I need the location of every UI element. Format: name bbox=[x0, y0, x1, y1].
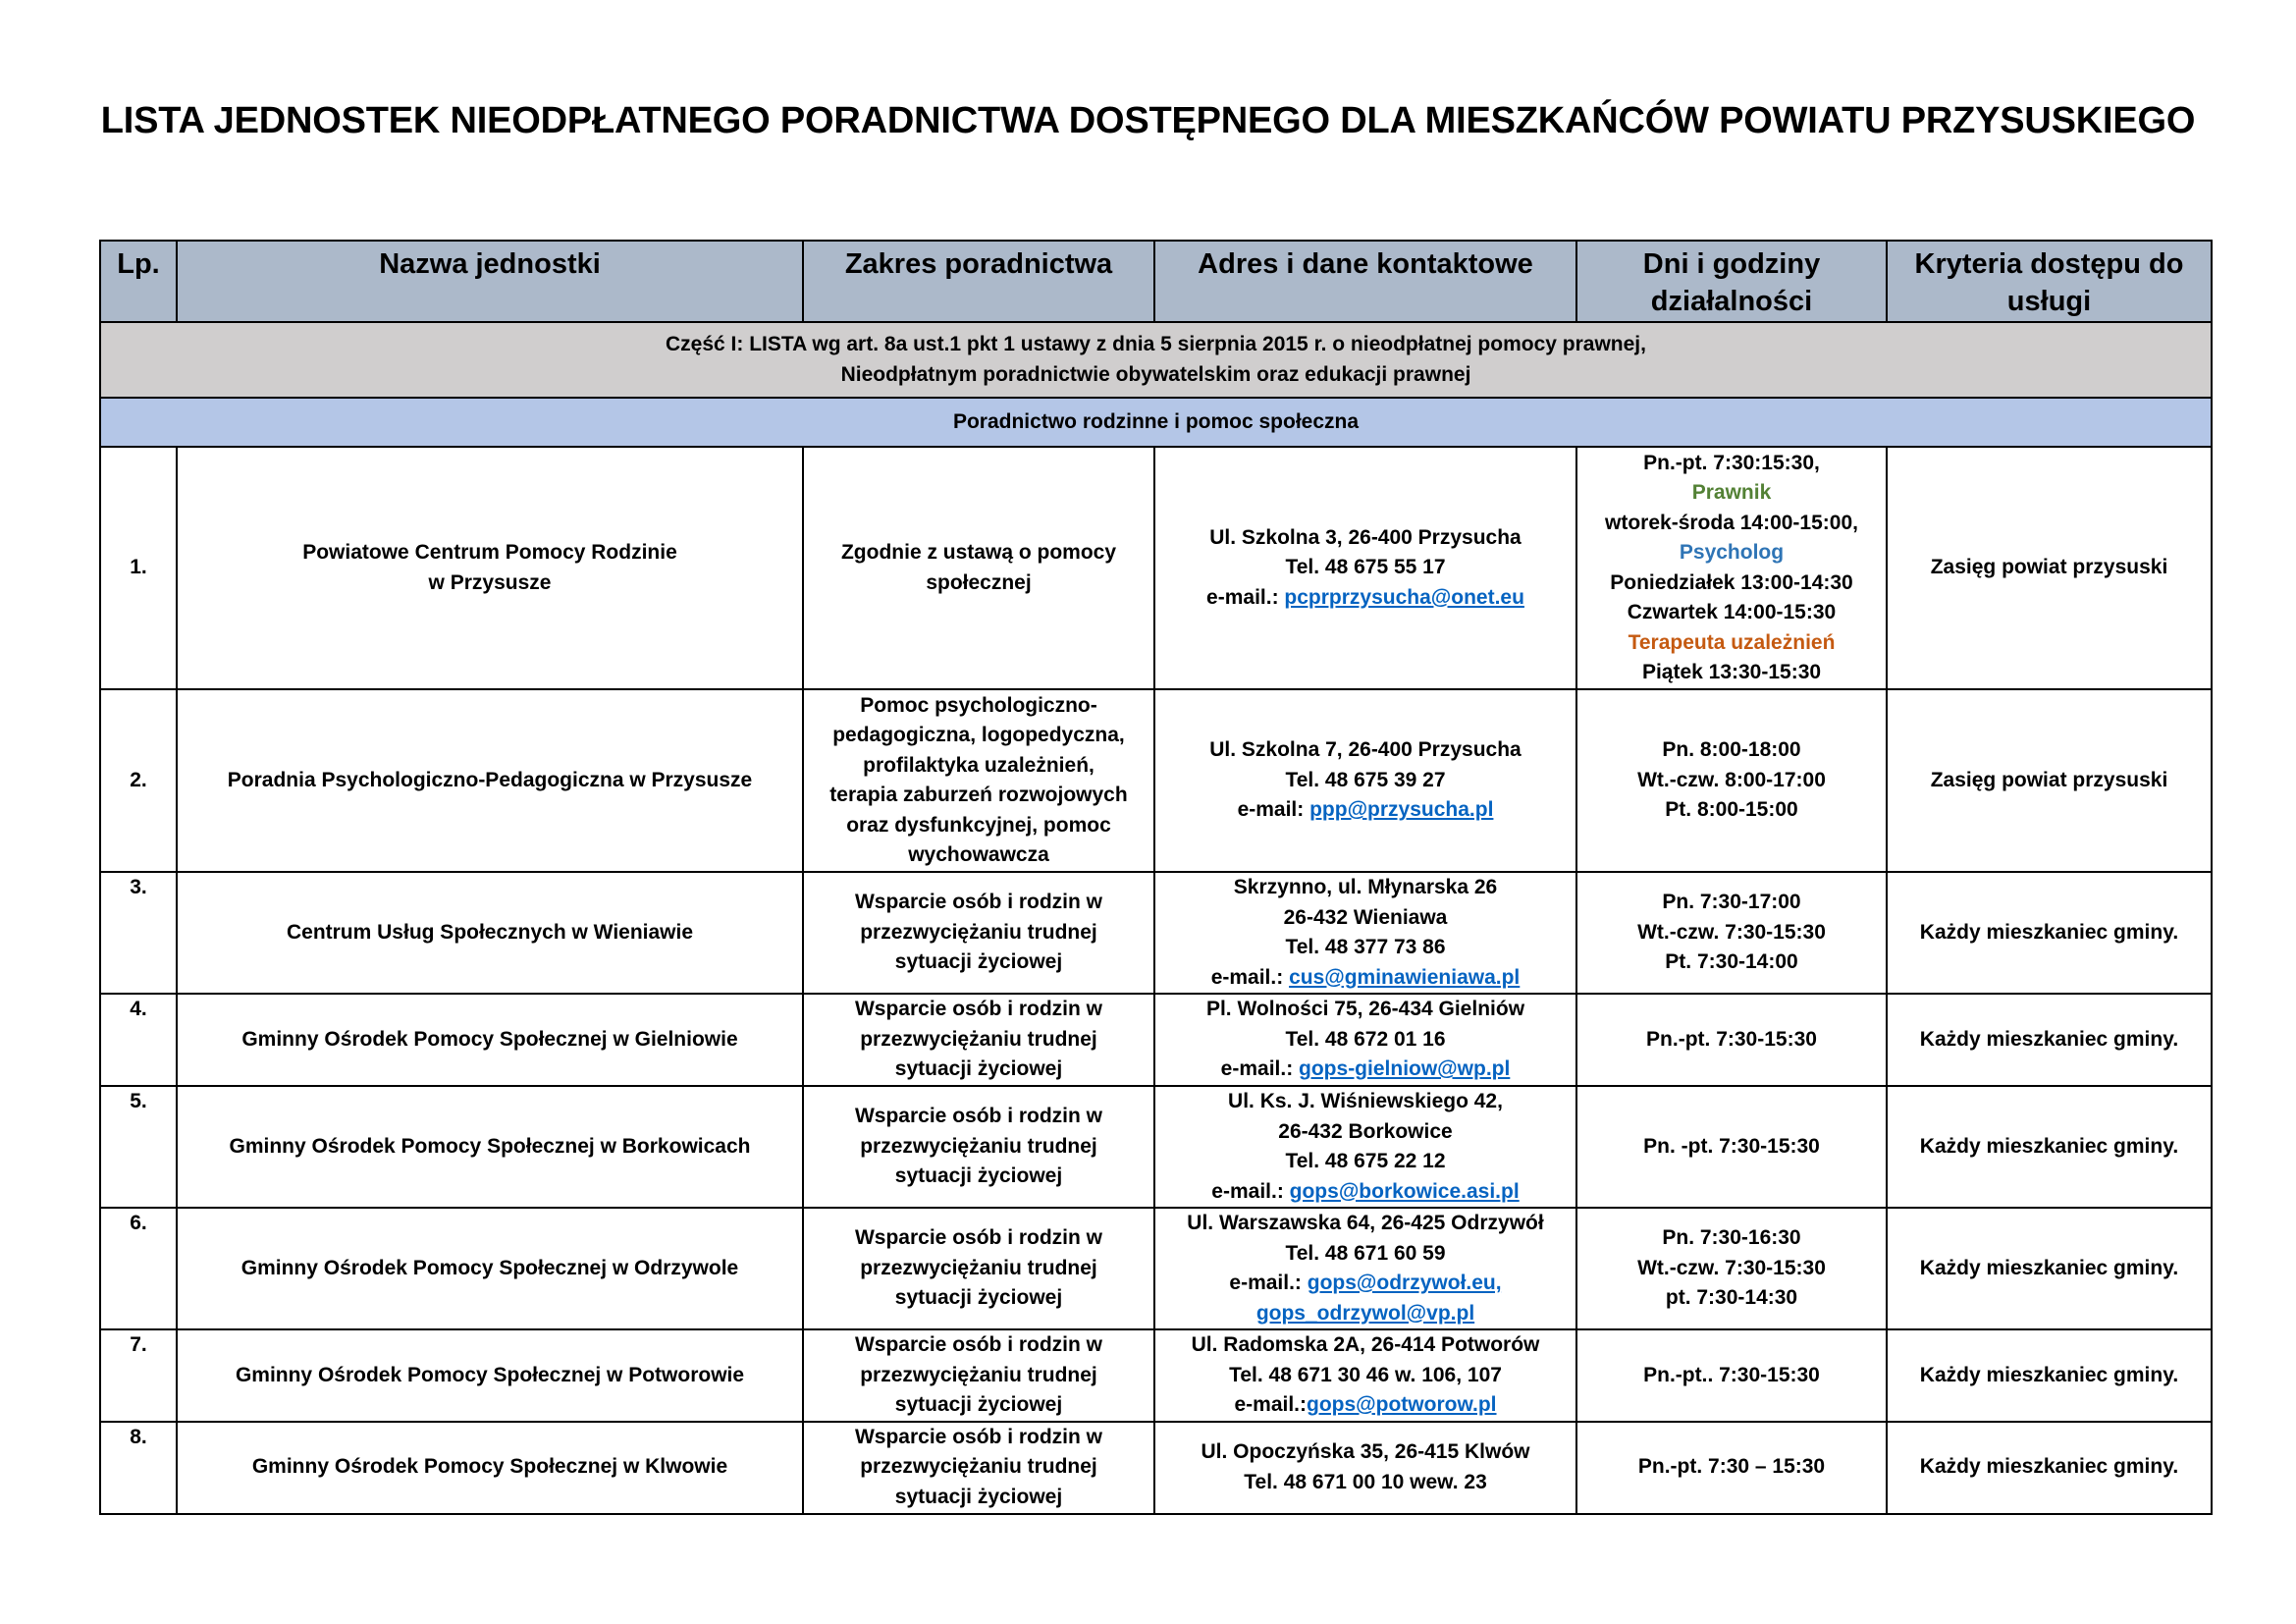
advice-scope-line: pedagogiczna, logopedyczna, bbox=[832, 724, 1125, 746]
address-line: 26-432 Wieniawa bbox=[1283, 905, 1448, 929]
hours-line: wtorek-środa 14:00-15:00, bbox=[1605, 511, 1858, 534]
hours-line: pt. 7:30-14:30 bbox=[1665, 1286, 1798, 1310]
table-row bbox=[100, 1422, 2212, 1514]
unit-name-line: Centrum Usług Społecznych w Wieniawie bbox=[286, 920, 694, 944]
header-criteria bbox=[1887, 241, 2212, 322]
access-criteria: Każdy mieszkaniec gminy. bbox=[1887, 872, 2212, 994]
header-address: Adres i dane kontaktowe bbox=[1154, 241, 1576, 322]
advice-scope-line: sytuacji życiowej bbox=[894, 1164, 1063, 1188]
access-criteria: Każdy mieszkaniec gminy. bbox=[1887, 994, 2212, 1086]
advice-scope-line: Wsparcie osób i rodzin w bbox=[854, 1333, 1103, 1356]
email-line bbox=[1161, 583, 1570, 614]
table-row bbox=[100, 1208, 2212, 1329]
hours-line: Wt.-czw. 8:00-17:00 bbox=[1637, 768, 1826, 791]
unit-name-line: Gminny Ośrodek Pomocy Społecznej w Odrzywole bbox=[240, 1256, 739, 1279]
address-line: Tel. 48 671 30 46 w. 106, 107 bbox=[1229, 1363, 1502, 1386]
email-line bbox=[1161, 1299, 1570, 1329]
email-link[interactable]: ppp@przysucha.pl bbox=[1309, 798, 1494, 822]
advice-scope bbox=[803, 1329, 1154, 1422]
email-line bbox=[1161, 795, 1570, 826]
table-row bbox=[100, 1329, 2212, 1422]
email-label: e-mail: bbox=[1237, 798, 1310, 822]
row-number: 7. bbox=[100, 1329, 177, 1422]
opening-hours bbox=[1576, 1208, 1887, 1329]
email-label: e-mail.: bbox=[1206, 585, 1285, 609]
advice-scope bbox=[803, 872, 1154, 994]
row-number: 1. bbox=[100, 447, 177, 689]
unit-name bbox=[177, 689, 803, 872]
access-criteria: Każdy mieszkaniec gminy. bbox=[1887, 1208, 2212, 1329]
hours-line: Pt. 7:30-14:00 bbox=[1665, 950, 1798, 974]
advice-scope-line: przezwyciężaniu trudnej bbox=[860, 1027, 1097, 1051]
opening-hours bbox=[1576, 872, 1887, 994]
contact-details bbox=[1154, 447, 1576, 689]
access-criteria: Każdy mieszkaniec gminy. bbox=[1887, 1329, 2212, 1422]
hours-line: Pn. 7:30-17:00 bbox=[1662, 891, 1801, 914]
unit-name-line: Gminny Ośrodek Pomocy Społecznej w Potworowie bbox=[235, 1363, 745, 1386]
header-hours-line2: działalności bbox=[1650, 286, 1813, 317]
advice-scope-line: Wsparcie osób i rodzin w bbox=[854, 1425, 1103, 1448]
hours-line: Psycholog bbox=[1679, 541, 1785, 564]
opening-hours bbox=[1576, 1329, 1887, 1422]
units-table bbox=[99, 240, 2213, 1515]
advice-scope-line: terapia zaburzeń rozwojowych bbox=[829, 784, 1128, 806]
hours-line: Pn. 8:00-18:00 bbox=[1662, 738, 1801, 762]
email-link[interactable]: gops@borkowice.asi.pl bbox=[1289, 1179, 1520, 1203]
row-number: 4. bbox=[100, 994, 177, 1086]
access-criteria: Zasięg powiat przysuski bbox=[1887, 447, 2212, 689]
email-line bbox=[1161, 1177, 1570, 1208]
section-heading: Poradnictwo rodzinne i pomoc społeczna bbox=[100, 398, 2212, 447]
hours-line: Terapeuta uzależnień bbox=[1628, 630, 1836, 654]
advice-scope-line: Wsparcie osób i rodzin w bbox=[854, 998, 1103, 1021]
email-link[interactable]: pcprprzysucha@onet.eu bbox=[1284, 585, 1524, 609]
contact-details bbox=[1154, 689, 1576, 872]
advice-scope-line: wychowawcza bbox=[908, 843, 1049, 866]
row-number: 3. bbox=[100, 872, 177, 994]
part-heading bbox=[100, 322, 2212, 398]
opening-hours bbox=[1576, 994, 1887, 1086]
advice-scope-line: sytuacji życiowej bbox=[894, 950, 1063, 974]
advice-scope-line: sytuacji życiowej bbox=[894, 1057, 1063, 1081]
page-title: LISTA JEDNOSTEK NIEODPŁATNEGO PORADNICTWA DOSTĘPNEGO DLA MIESZKAŃCÓW POWIATU PRZYSUSKIEGO bbox=[100, 100, 2196, 141]
hours-line: Wt.-czw. 7:30-15:30 bbox=[1637, 1256, 1826, 1279]
opening-hours bbox=[1576, 1086, 1887, 1208]
hours-line: Pn.-pt. 7:30 – 15:30 bbox=[1637, 1455, 1826, 1479]
email-line bbox=[1161, 1269, 1570, 1299]
advice-scope bbox=[803, 689, 1154, 872]
table-row bbox=[100, 994, 2212, 1086]
address-line: Skrzynno, ul. Młynarska 26 bbox=[1233, 876, 1498, 898]
advice-scope bbox=[803, 994, 1154, 1086]
email-link[interactable]: cus@gminawieniawa.pl bbox=[1289, 965, 1521, 989]
advice-scope-line: Wsparcie osób i rodzin w bbox=[854, 891, 1103, 914]
advice-scope-line: sytuacji życiowej bbox=[894, 1393, 1063, 1416]
header-name: Nazwa jednostki bbox=[177, 241, 803, 322]
address-line: Ul. Radomska 2A, 26-414 Potworów bbox=[1191, 1333, 1540, 1356]
unit-name-line: Gminny Ośrodek Pomocy Społecznej w Klwowie bbox=[251, 1455, 728, 1479]
advice-scope-line: przezwyciężaniu trudnej bbox=[860, 1363, 1097, 1386]
unit-name-line: w Przysusze bbox=[428, 570, 552, 594]
address-line: Tel. 48 675 39 27 bbox=[1285, 768, 1446, 791]
advice-scope-line: Pomoc psychologiczno- bbox=[860, 693, 1097, 717]
unit-name bbox=[177, 1422, 803, 1514]
advice-scope-line: oraz dysfunkcyjnej, pomoc bbox=[846, 813, 1111, 837]
hours-line: Pn.-pt. 7:30-15:30 bbox=[1646, 1027, 1817, 1051]
part-row bbox=[100, 322, 2212, 398]
hours-line: Pn.-pt.. 7:30-15:30 bbox=[1643, 1363, 1820, 1386]
unit-name bbox=[177, 872, 803, 994]
email-label: e-mail.: bbox=[1210, 965, 1290, 989]
address-line: Tel. 48 671 60 59 bbox=[1285, 1241, 1446, 1265]
hours-line: Pt. 8:00-15:00 bbox=[1665, 798, 1798, 822]
header-scope: Zakres poradnictwa bbox=[803, 241, 1154, 322]
email-link[interactable]: gops@odrzywoł.eu, bbox=[1307, 1272, 1502, 1294]
header-criteria-line1: Kryteria dostępu do bbox=[1914, 248, 2184, 280]
address-line: Ul. Warszawska 64, 26-425 Odrzywół bbox=[1187, 1212, 1544, 1234]
email-line bbox=[1161, 1390, 1570, 1421]
access-criteria: Każdy mieszkaniec gminy. bbox=[1887, 1086, 2212, 1208]
advice-scope-line: przezwyciężaniu trudnej bbox=[860, 1256, 1097, 1279]
address-line: Tel. 48 672 01 16 bbox=[1285, 1027, 1446, 1051]
opening-hours bbox=[1576, 447, 1887, 689]
address-line: Ul. Ks. J. Wiśniewskiego 42, bbox=[1228, 1090, 1503, 1112]
row-number: 5. bbox=[100, 1086, 177, 1208]
unit-name bbox=[177, 994, 803, 1086]
address-line: Tel. 48 377 73 86 bbox=[1285, 936, 1446, 958]
address-line: Tel. 48 671 00 10 wew. 23 bbox=[1244, 1470, 1487, 1493]
email-link[interactable]: gops-gielniow@wp.pl bbox=[1299, 1057, 1511, 1081]
hours-line: Pn. 7:30-16:30 bbox=[1662, 1226, 1801, 1250]
advice-scope-line: profilaktyka uzależnień, bbox=[863, 753, 1095, 777]
row-number: 2. bbox=[100, 689, 177, 872]
advice-scope-line: przezwyciężaniu trudnej bbox=[860, 920, 1097, 944]
advice-scope-line: sytuacji życiowej bbox=[894, 1286, 1063, 1310]
advice-scope-line: Zgodnie z ustawą o pomocy bbox=[840, 541, 1117, 564]
row-number: 6. bbox=[100, 1208, 177, 1329]
unit-name-line: Gminny Ośrodek Pomocy Społecznej w Borkowicach bbox=[229, 1134, 751, 1158]
unit-name-line: Powiatowe Centrum Pomocy Rodzinie bbox=[302, 541, 677, 564]
contact-details bbox=[1154, 994, 1576, 1086]
hours-line: Poniedziałek 13:00-14:30 bbox=[1610, 570, 1853, 594]
advice-scope bbox=[803, 1422, 1154, 1514]
header-hours bbox=[1576, 241, 1887, 322]
header-row bbox=[100, 241, 2212, 322]
advice-scope-line: przezwyciężaniu trudnej bbox=[860, 1455, 1097, 1479]
header-lp: Lp. bbox=[100, 241, 177, 322]
address-line: Ul. Opoczyńska 35, 26-415 Klwów bbox=[1201, 1440, 1530, 1463]
email-label: e-mail.: bbox=[1211, 1179, 1290, 1203]
address-line: Tel. 48 675 22 12 bbox=[1285, 1150, 1446, 1172]
table-row bbox=[100, 1086, 2212, 1208]
advice-scope-line: społecznej bbox=[926, 570, 1032, 594]
contact-details bbox=[1154, 1422, 1576, 1514]
email-link[interactable]: gops_odrzywol@vp.pl bbox=[1255, 1301, 1475, 1325]
contact-details bbox=[1154, 1208, 1576, 1329]
section-row bbox=[100, 398, 2212, 447]
row-number: 8. bbox=[100, 1422, 177, 1514]
contact-details bbox=[1154, 1329, 1576, 1422]
part-heading-line2: Nieodpłatnym poradnictwie obywatelskim oraz edukacji prawnej bbox=[840, 362, 1471, 386]
email-label: e-mail.: bbox=[1229, 1272, 1308, 1294]
email-label: e-mail.: bbox=[1234, 1393, 1307, 1416]
hours-line: Wt.-czw. 7:30-15:30 bbox=[1637, 920, 1826, 944]
access-criteria: Zasięg powiat przysuski bbox=[1887, 689, 2212, 872]
header-criteria-line2: usługi bbox=[2006, 286, 2092, 317]
hours-line: Prawnik bbox=[1691, 481, 1772, 504]
opening-hours bbox=[1576, 689, 1887, 872]
address-line: Ul. Szkolna 3, 26-400 Przysucha bbox=[1209, 525, 1522, 549]
email-line bbox=[1161, 1055, 1570, 1085]
part-heading-line1: Część I: LISTA wg art. 8a ust.1 pkt 1 ustawy z dnia 5 sierpnia 2015 r. o nieodpłatnej pomocy prawnej, bbox=[666, 333, 1646, 355]
table-row bbox=[100, 689, 2212, 872]
advice-scope-line: Wsparcie osób i rodzin w bbox=[854, 1105, 1103, 1128]
advice-scope bbox=[803, 1208, 1154, 1329]
unit-name bbox=[177, 1208, 803, 1329]
contact-details bbox=[1154, 872, 1576, 994]
email-link[interactable]: gops@potworow.pl bbox=[1307, 1393, 1497, 1416]
unit-name bbox=[177, 1086, 803, 1208]
hours-line: Pn. -pt. 7:30-15:30 bbox=[1643, 1134, 1820, 1158]
table-row bbox=[100, 447, 2212, 689]
email-label: e-mail.: bbox=[1220, 1057, 1300, 1081]
advice-scope-line: przezwyciężaniu trudnej bbox=[860, 1134, 1097, 1158]
address-line: Pl. Wolności 75, 26-434 Gielniów bbox=[1205, 998, 1525, 1021]
header-hours-line1: Dni i godziny bbox=[1642, 248, 1821, 280]
table-row bbox=[100, 872, 2212, 994]
access-criteria: Każdy mieszkaniec gminy. bbox=[1887, 1422, 2212, 1514]
unit-name bbox=[177, 447, 803, 689]
address-line: Ul. Szkolna 7, 26-400 Przysucha bbox=[1209, 738, 1522, 762]
hours-line: Czwartek 14:00-15:30 bbox=[1627, 601, 1837, 623]
advice-scope bbox=[803, 1086, 1154, 1208]
unit-name-line: Gminny Ośrodek Pomocy Społecznej w Gielniowie bbox=[241, 1027, 738, 1051]
advice-scope-line: Wsparcie osób i rodzin w bbox=[854, 1226, 1103, 1250]
contact-details bbox=[1154, 1086, 1576, 1208]
hours-line: Piątek 13:30-15:30 bbox=[1641, 661, 1822, 683]
address-line: Tel. 48 675 55 17 bbox=[1285, 556, 1446, 579]
hours-line: Pn.-pt. 7:30:15:30, bbox=[1643, 451, 1820, 474]
unit-name bbox=[177, 1329, 803, 1422]
unit-name-line: Poradnia Psychologiczno-Pedagogiczna w Przysusze bbox=[227, 768, 753, 791]
address-line: 26-432 Borkowice bbox=[1278, 1119, 1453, 1143]
opening-hours bbox=[1576, 1422, 1887, 1514]
email-line bbox=[1161, 963, 1570, 994]
advice-scope-line: sytuacji życiowej bbox=[894, 1485, 1063, 1508]
advice-scope bbox=[803, 447, 1154, 689]
